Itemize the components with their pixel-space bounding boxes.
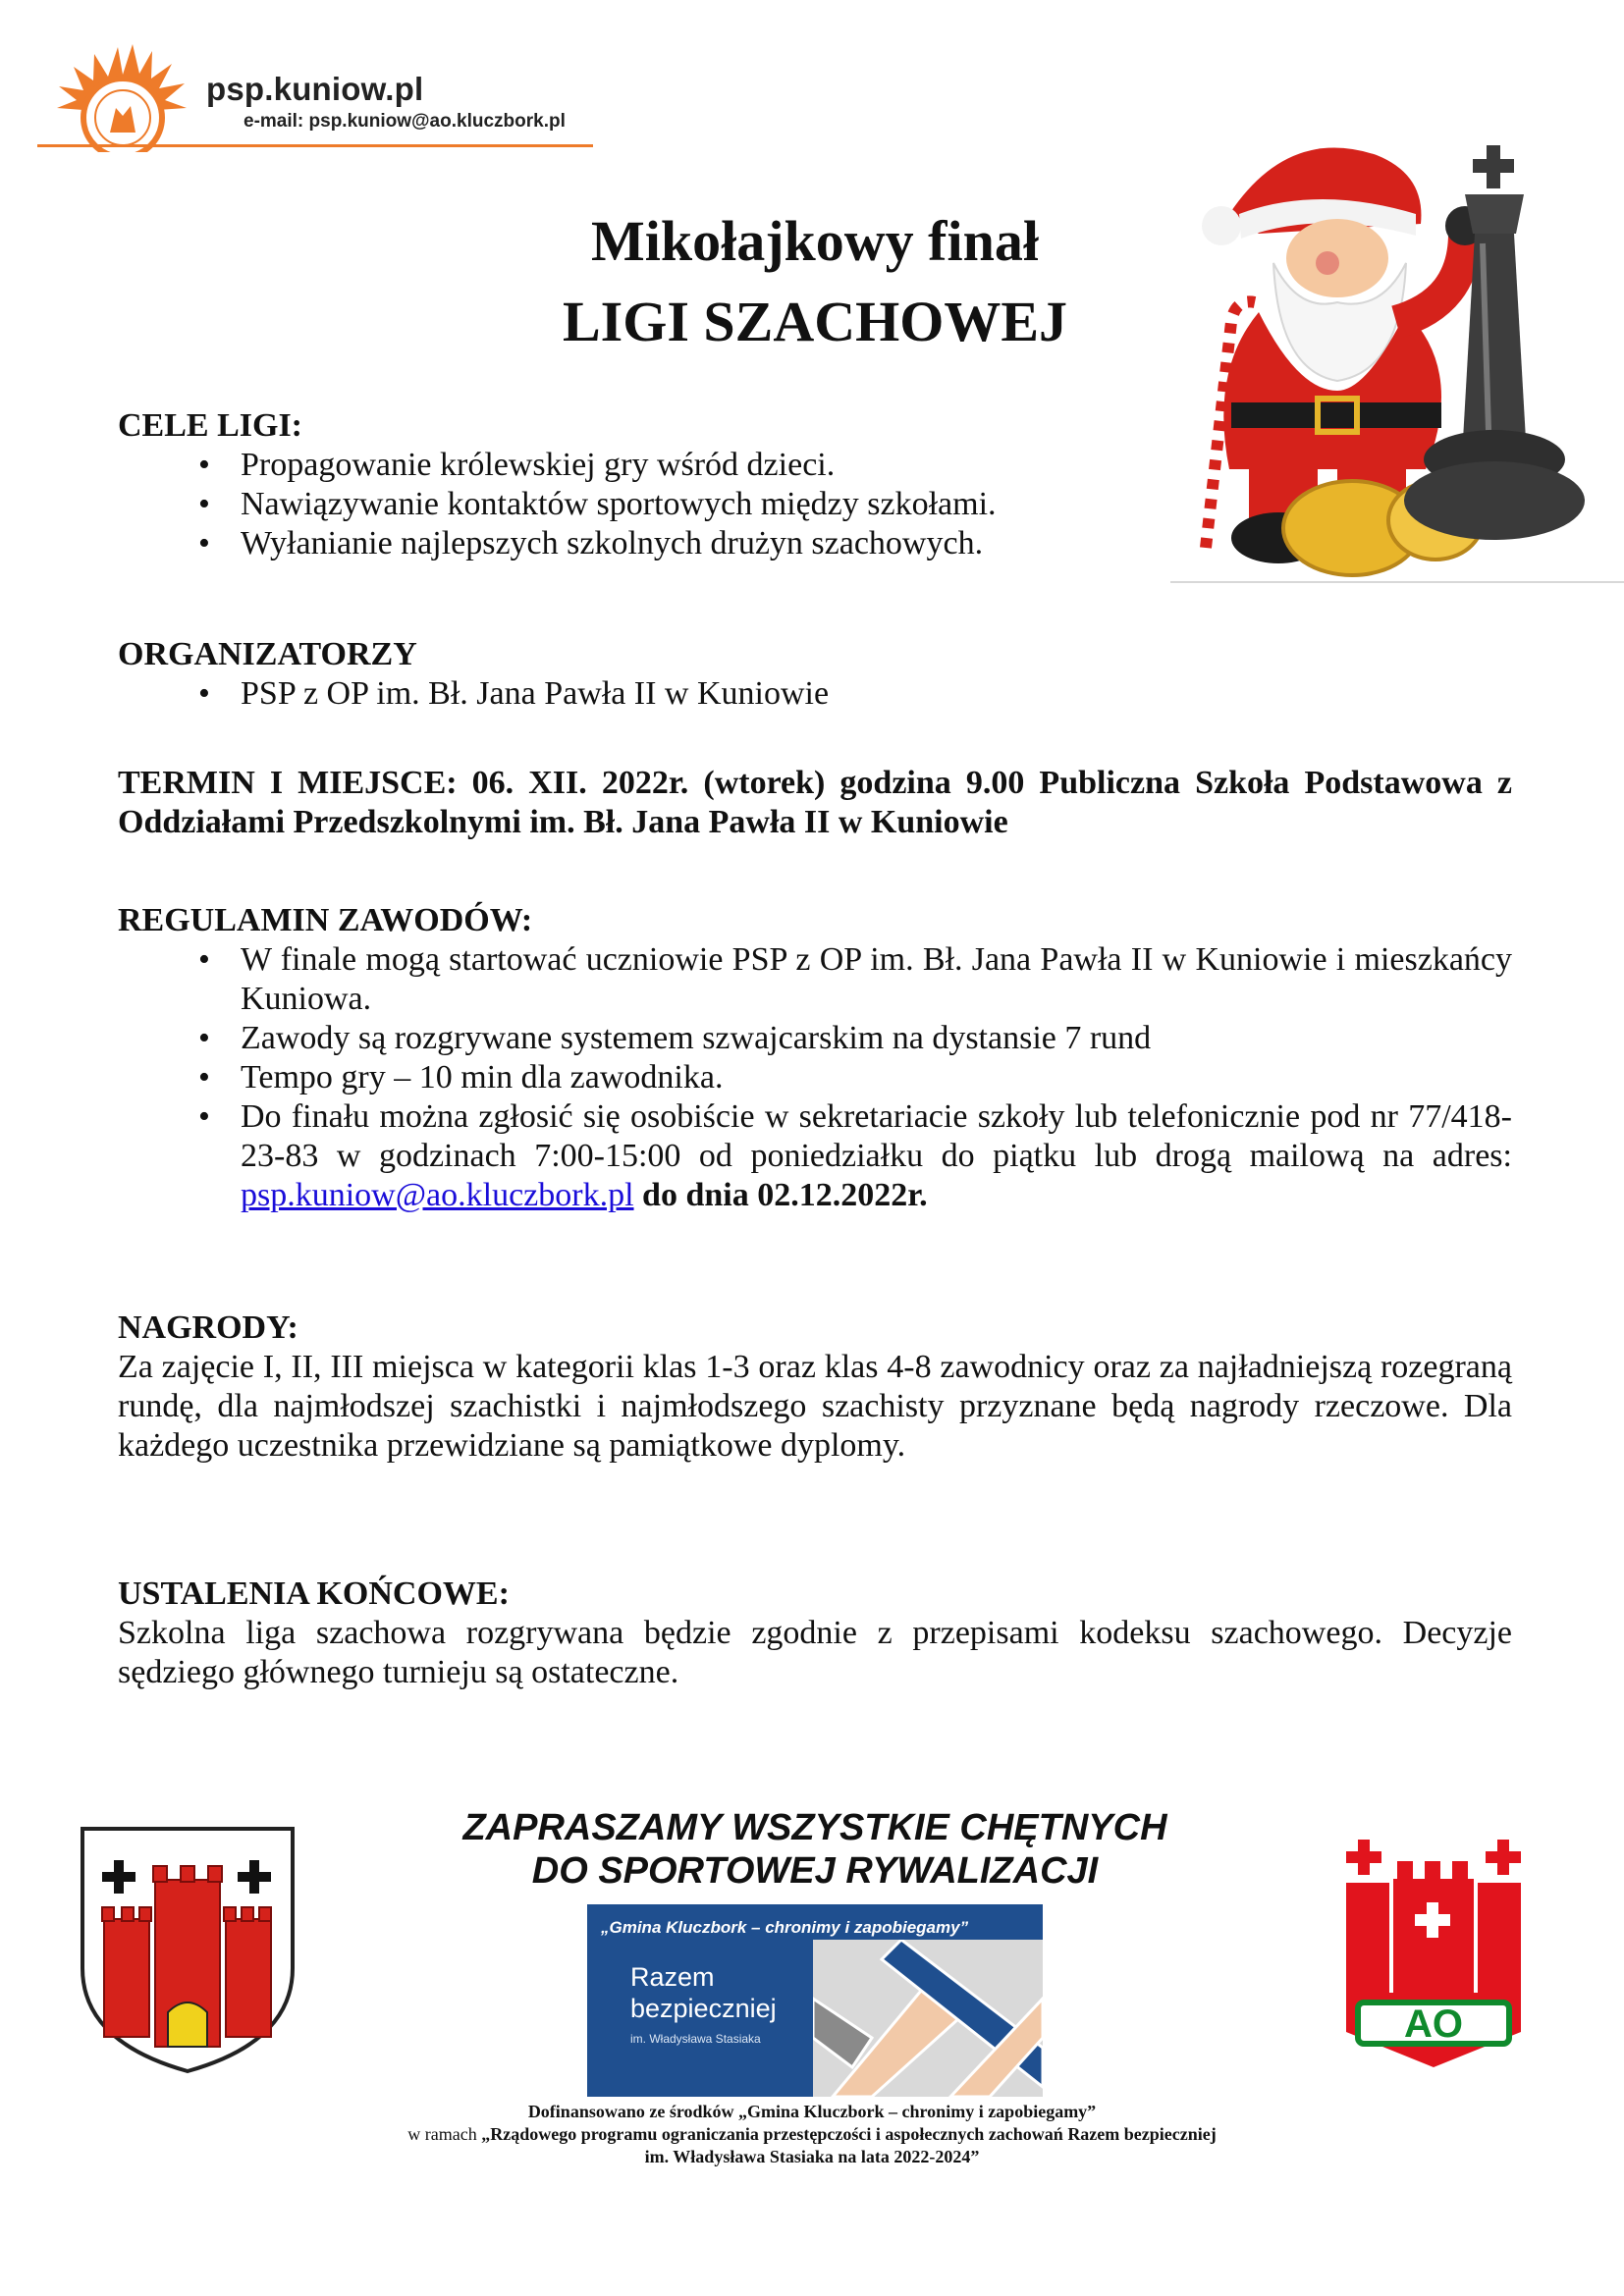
- invitation-line-1: ZAPRASZAMY WSZYSTKIE CHĘTNYCH: [462, 1807, 1167, 1848]
- rules-heading: REGULAMIN ZAWODÓW:: [118, 902, 533, 938]
- section-date-place: TERMIN I MIEJSCE: 06. XII. 2022r. (wtorek) godzina 9.00 Publiczna Szkoła Podstawowa z Oddziałami Przedszkolnymi im. Bł. Jana Pawła II w Kuniowie: [118, 765, 1512, 840]
- prizes-heading: NAGRODY:: [118, 1309, 298, 1346]
- rules-item: [118, 1097, 1512, 1215]
- site-name[interactable]: psp.kuniow.pl: [206, 71, 424, 107]
- section-final-provisions: [118, 1575, 1512, 1692]
- rules-list: [118, 940, 1512, 1215]
- footer-line-1: Dofinansowano ze środków „Gmina Kluczbork – chronimy i zapobiegamy”: [527, 2102, 1097, 2121]
- page-title: [412, 201, 1218, 362]
- email-link[interactable]: psp.kuniow@ao.kluczbork.pl: [241, 1177, 634, 1213]
- banner-subtitle: im. Władysława Stasiaka: [630, 2032, 761, 2046]
- puzzle-hands-graphic: [813, 1940, 1043, 2097]
- final-provisions-text: Szkolna liga szachowa rozgrywana będzie zgodnie z przepisami kodeksu szachowego. Decyzje sędziego głównego turnieju są ostateczne.: [118, 1615, 1512, 1690]
- ao-crest: [1340, 1836, 1527, 2071]
- section-goals: [118, 406, 1512, 563]
- banner-title-line-2: bezpieczniej: [630, 1994, 777, 2023]
- site-email[interactable]: e-mail: psp.kuniow@ao.kluczbork.pl: [244, 111, 566, 132]
- funding-footer: [196, 2101, 1428, 2168]
- section-prizes: [118, 1308, 1512, 1466]
- title-line-2: LIGI SZACHOWEJ: [562, 290, 1068, 353]
- program-banner: [587, 1904, 1043, 2097]
- rules-item: • W finale mogą startować uczniowie PSP z OP im. Bł. Jana Pawła II w Kuniowie i mieszkańcy Kuniowa.: [118, 940, 1512, 1019]
- footer-line-2: [196, 2123, 1428, 2146]
- footer-prefix: w ramach: [407, 2124, 482, 2144]
- goals-item: • Propagowanie królewskiej gry wśród dzieci.: [118, 446, 1512, 485]
- prizes-text: Za zajęcie I, II, III miejsca w kategorii klas 1-3 oraz klas 4-8 zawodnicy oraz za najładniejszą rozegraną rundę, dla najmłodszej szachistki i najmłodszego szachisty przyznane będą nagrody rzeczowe. Dla każdego uczestnika przewidziane są pamiątkowe dyplomy.: [118, 1349, 1512, 1464]
- footer-program: „Rządowego programu ograniczania przestępczości i aspołecznych zachowań Razem bezpieczniej: [481, 2124, 1217, 2144]
- svg-text:AO: AO: [1404, 2002, 1463, 2046]
- goals-list: [118, 446, 1512, 563]
- invitation-line-2: DO SPORTOWEJ RYWALIZACJI: [531, 1850, 1099, 1892]
- rules-item: • Tempo gry – 10 min dla zawodnika.: [118, 1058, 1512, 1097]
- illustration-divider: [1170, 581, 1624, 583]
- registration-deadline: do dnia 02.12.2022r.: [633, 1177, 928, 1213]
- kluczbork-crest: [75, 1821, 300, 2076]
- banner-title-line-1: Razem: [630, 1962, 715, 1992]
- goals-heading: CELE LIGI:: [118, 407, 302, 444]
- rules-item-text: Do finału można zgłosić się osobiście w sekretariacie szkoły lub telefonicznie pod nr 77/418-23-83 w godzinach 7:00-15:00 od poniedziałku do piątku lub drogą mailową na adres:: [241, 1098, 1512, 1174]
- final-provisions-heading: USTALENIA KOŃCOWE:: [118, 1575, 510, 1612]
- section-organizers: [118, 635, 1512, 714]
- invitation: [295, 1806, 1335, 1893]
- title-line-1: Mikołajkowy finał: [591, 209, 1039, 273]
- rules-item: • Zawody są rozgrywane systemem szwajcarskim na dystansie 7 rund: [118, 1019, 1512, 1058]
- organizers-list: [118, 674, 1512, 714]
- banner-title: [630, 1961, 777, 2024]
- section-rules: [118, 901, 1512, 1215]
- banner-slogan: „Gmina Kluczbork – chronimy i zapobiegamy”: [601, 1918, 969, 1937]
- goals-item: • Wyłanianie najlepszych szkolnych drużyn szachowych.: [118, 524, 1512, 563]
- organizers-item: • PSP z OP im. Bł. Jana Pawła II w Kuniowie: [118, 674, 1512, 714]
- footer-line-3: im. Władysława Stasiaka na lata 2022-2024”: [644, 2147, 980, 2166]
- organizers-heading: ORGANIZATORZY: [118, 636, 417, 672]
- goals-item: • Nawiązywanie kontaktów sportowych między szkołami.: [118, 485, 1512, 524]
- header-divider: [37, 144, 593, 147]
